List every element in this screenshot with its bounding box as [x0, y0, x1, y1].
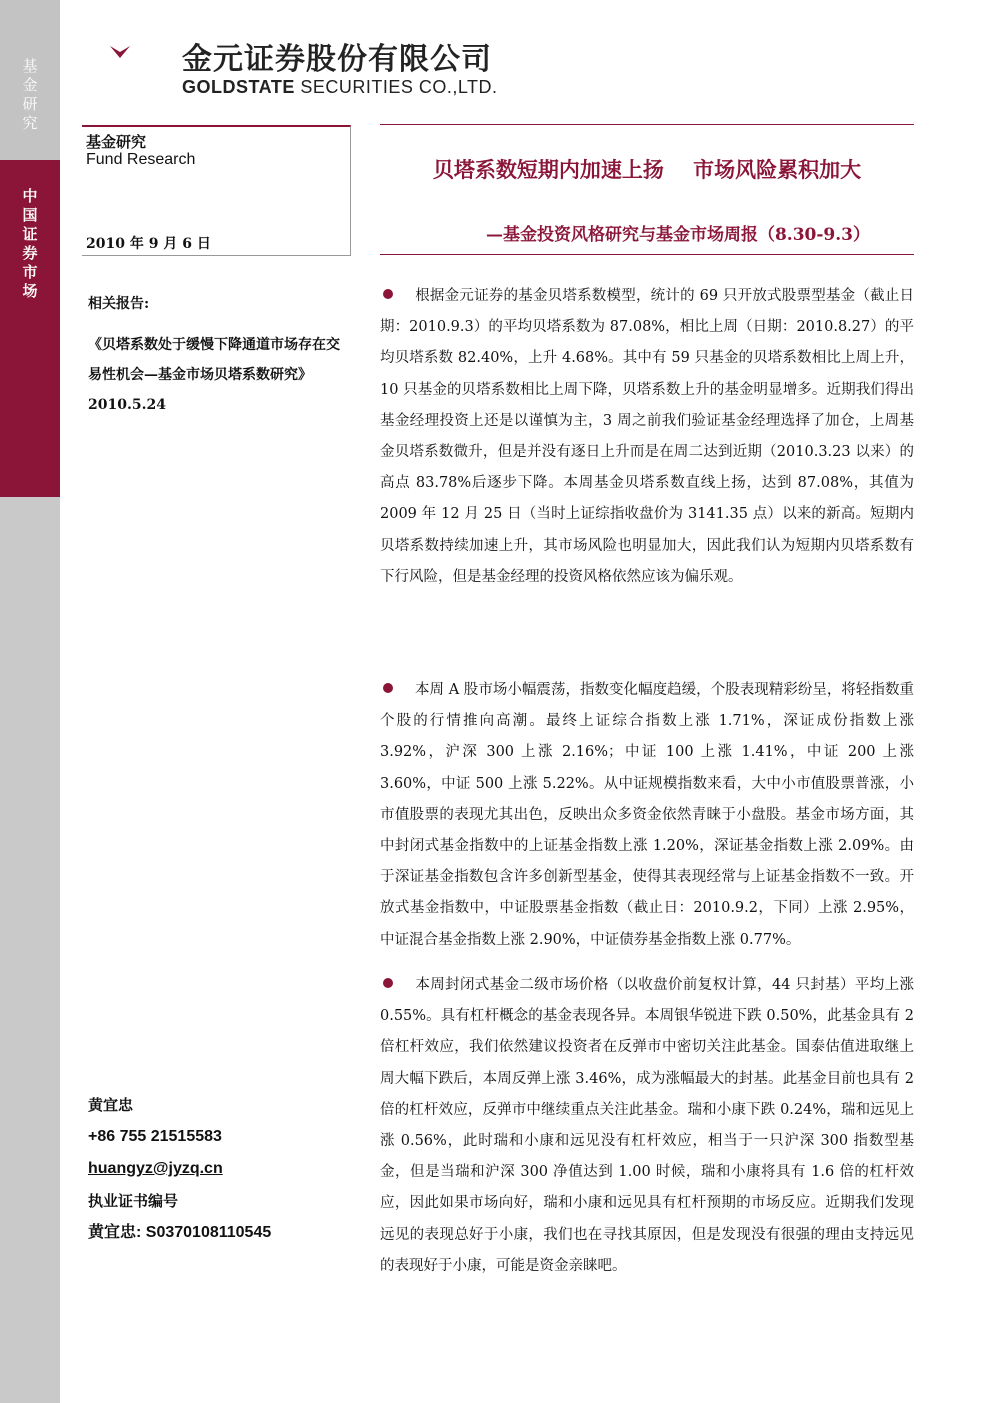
paragraph-market: 本周 A 股市场小幅震荡，指数变化幅度趋缓，个股表现精彩纷呈，将轻指数重个股的行情推向高潮。最终上证综合指数上涨 1.71%，深证成份指数上涨 3.92%，沪深 300 上涨 2.16%；中证 100 上涨 1.41%，中证 200 上涨 3.60%，中证 500 上涨 5.22%。从中证规模指数来看，大中小市值股票普涨，小市值股票的表现尤其出色，反映出众多资金依然青睐于小盘股。基金市场方面，其中封闭式基金指数中的上证基金指数上涨 1.20%，深证基金指数上涨 2.09%。由于深证基金指数包含许多创新型基金，使得其表现经常与上证基金指数不一致。开放式基金指数中，中证股票基金指数（截止日：2010.9.2，下同）上涨 2.95%，中证混合基金指数上涨 2.90%，中证债券基金指数上涨 0.77%。 — [380, 682, 914, 948]
analyst-name: 黄宜忠 — [88, 1096, 134, 1114]
goldstate-logo-icon — [86, 30, 158, 96]
category-en: Fund Research — [86, 151, 196, 168]
paragraph-beta: 根据金元证券的基金贝塔系数模型，统计的 69 只开放式股票型基金（截止日期：2010.9.3）的平均贝塔系数为 87.08%，相比上周（日期：2010.8.27）的平均贝塔系数 82.40%，上升 4.68%。其中有 59 只基金的贝塔系数相比上周上升，10 只基金的贝塔系数相比上周下降，贝塔系数上升的基金明显增多。近期我们得出基金经理投资上还是以谨慎为主，3 周之前我们验证基金经理选择了加仓，上周基金贝塔系数微升，但是并没有逐日上升而是在周二达到近期（2010.3.23 以来）的高点 83.78%后逐步下降。本周基金贝塔系数直线上扬，达到 87.08%，其值为 2009 年 12 月 25 日（当时上证综指收盘价为 3141.35 点）以来的新高。短期内贝塔系数持续加速上升，其市场风险也明显加大，因此我们认为短期内贝塔系数有下行风险，但是基金经理的投资风格依然应该为偏乐观。 — [380, 288, 914, 585]
company-name-cn: 金元证券股份有限公司 — [182, 42, 492, 77]
header-rule — [380, 124, 914, 125]
analyst-phone: +86 755 21515583 — [88, 1128, 222, 1145]
sidebar-top-label: 基金研究 — [20, 58, 39, 134]
cert-number: 黄宜忠: S0370108110545 — [88, 1224, 272, 1241]
company-name-en: GOLDSTATE SECURITIES CO.,LTD. — [182, 77, 498, 97]
report-subtitle: —基金投资风格研究与基金市场周报（8.30-9.3） — [485, 225, 870, 245]
bullet-icon — [383, 683, 393, 693]
sidebar-bottom-band — [0, 497, 60, 1403]
category-cn: 基金研究 — [86, 133, 147, 151]
related-reports-heading: 相关报告: — [88, 296, 150, 312]
cert-label: 执业证书编号 — [88, 1192, 179, 1210]
bullet-icon — [383, 978, 393, 988]
company-logo — [86, 30, 546, 100]
paragraph-closed-funds: 本周封闭式基金二级市场价格（以收盘价前复权计算，44 只封基）平均上涨 0.55%。具有杠杆概念的基金表现各异。本周银华锐进下跌 0.50%，此基金具有 2 倍杠杆效应，我们依然建议投资者在反弹市中密切关注此基金。国泰估值进取继上周大幅下跌后，本周反弹上涨 3.46%，成为涨幅最大的封基。此基金目前也具有 2 倍的杠杆效应，反弹市中继续重点关注此基金。瑞和小康下跌 0.24%，瑞和远见上涨 0.56%，此时瑞和小康和远见没有杠杆效应，相当于一只沪深 300 指数型基金，但是当瑞和沪深 300 净值达到 1.00 时候，瑞和小康将具有 1.6 倍的杠杆效应，因此如果市场向好，瑞和小康和远见具有杠杆预期的市场反应。近期我们发现远见的表现总好于小康，我们也在寻找其原因，但是发现没有很强的理由支持远见的表现好于小康，可能是资金亲睐吧。 — [380, 977, 914, 1274]
analyst-contact — [88, 1094, 348, 1254]
subtitle-rule — [380, 254, 914, 255]
related-report-item: 《贝塔系数处于缓慢下降通道市场存在交易性机会—基金市场贝塔系数研究》2010.5.24 — [88, 337, 340, 413]
report-info-box — [82, 125, 351, 256]
analyst-email-link[interactable]: huangyz@jyzq.cn — [88, 1160, 223, 1177]
report-title: 贝塔系数短期内加速上扬 市场风险累积加大 — [432, 157, 862, 182]
bullet-icon — [383, 289, 393, 299]
report-date: 2010 年 9 月 6 日 — [86, 236, 211, 252]
sidebar-section-label: 中国证券市场 — [20, 188, 39, 302]
